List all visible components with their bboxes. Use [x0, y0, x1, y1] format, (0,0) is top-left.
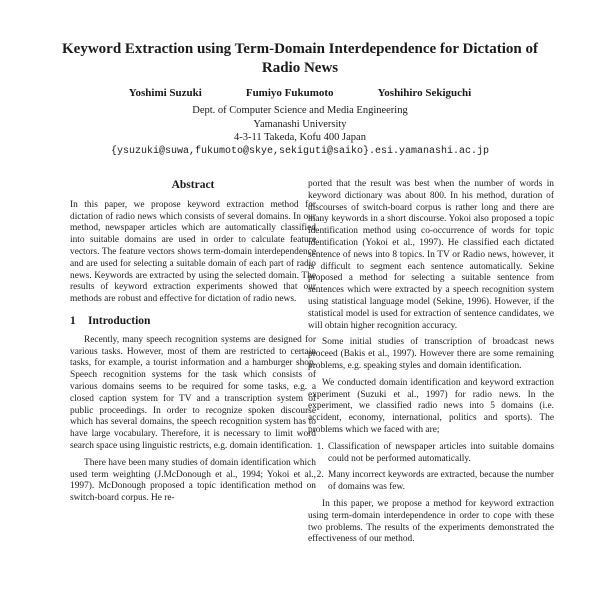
- affiliation-block: [60, 104, 540, 158]
- body-paragraph-4: In this paper, we propose a method for keyword extraction using term-domain interdependence in order to cope with these two problems. The results of the experiments demonstrated the effectiveness of our method.: [308, 498, 554, 545]
- body-paragraph-2: Some initial studies of transcription of broadcast news proceed (Bakis et al., 1997). However there are some remaining problems, e.g. speaking styles and domain identification.: [308, 337, 554, 371]
- author-name: Yoshimi Suzuki: [128, 87, 202, 99]
- abstract-text: In this paper, we propose keyword extraction method for dictation of radio news which consists of several domains. In our method, newspaper articles which are automatically classified into suitable domains are used in order to calculate feature vectors. The feature vectors shows term-domain interdependence and are used for selecting a suitable domain of each part of radio news. Keywords are extracted by using the selected domain. The results of keyword extraction experiments showed that our methods are robust and effective for dictation of radio news.: [70, 199, 316, 305]
- affiliation-university: Yamanashi University: [253, 118, 347, 130]
- affiliation-address: 4-3-11 Takeda, Kofu 400 Japan: [234, 132, 366, 143]
- author-email: {ysuzuki@suwa,fukumoto@skye,sekiguti@saiko}.esi.yamanashi.ac.jp: [110, 145, 490, 157]
- abstract-heading: Abstract: [171, 179, 215, 191]
- section-title: Introduction: [88, 314, 151, 327]
- author-name: Yoshihiro Sekiguchi: [377, 87, 472, 99]
- body-paragraph-1: ported that the result was best when the number of words in keyword dictionary was about 800. In his method, duration of discourses of switch-board corpus is rather long and there are many keywords in a short discourse. Yokoi also proposed a topic identification method using co-occurrence of words for topic identification (Yokoi et al., 1997). He classified each dictated sentence of news into 8 topics. In TV or Radio news, however, it is difficult to segment each sentence automatically. Sekine proposed a method for selecting a suitable sentence from sentences which were extracted by a speech recognition system using statistical language model (Sekine, 1996). However, if the statistical model is used for extraction of sentence candidates, we will obtain higher recognition accuracy.: [308, 179, 554, 331]
- right-column: [308, 179, 554, 546]
- body-paragraph-3: We conducted domain identification and keyword extraction experiment (Suzuki et al., 1997) for radio news. In the experiment, we classified radio news into 5 domains (i.e. accident, economy, international, politics and sports). The problems which we faced with are;: [308, 377, 554, 435]
- affiliation-dept: Dept. of Computer Science and Media Engineering: [192, 105, 408, 116]
- paper-title: Keyword Extraction using Term-Domain Interdependence for Dictation of Radio News: [62, 41, 538, 76]
- section-number: 1: [70, 314, 76, 327]
- section-heading-introduction: [70, 316, 316, 328]
- intro-paragraph-2: There have been many studies of domain identification which used term weighting (J.McDonough et al., 1994; Yokoi et al., 1997). McDonough proposed a topic identification method on switch-board corpus. He re-: [70, 457, 316, 504]
- problem-list-item: 2. Many incorrect keywords are extracted, because the number of domains was few.: [326, 470, 554, 494]
- author-list: [60, 87, 540, 99]
- problem-list: [308, 442, 554, 494]
- problem-list-item: 1. Classification of newspaper articles into suitable domains could not be performed automatically.: [326, 442, 554, 466]
- author-name: Fumiyo Fukumoto: [245, 87, 334, 99]
- intro-paragraph-1: Recently, many speech recognition systems are designed for various tasks. However, most of them are restricted to certain tasks, for example, a tourist information and a hamburger shop. Speech recognition systems for the task which consists of various domains seems to be required for some tasks, e.g. a closed caption system for TV and a transcription system of public proceedings. In order to recognize spoken discourse which has several domains, the speech recognition system has to have large vocabulary. Therefore, it is necessary to limit word search space using linguistic restricts, e.g. domain identification.: [70, 334, 316, 451]
- left-column: [70, 178, 316, 505]
